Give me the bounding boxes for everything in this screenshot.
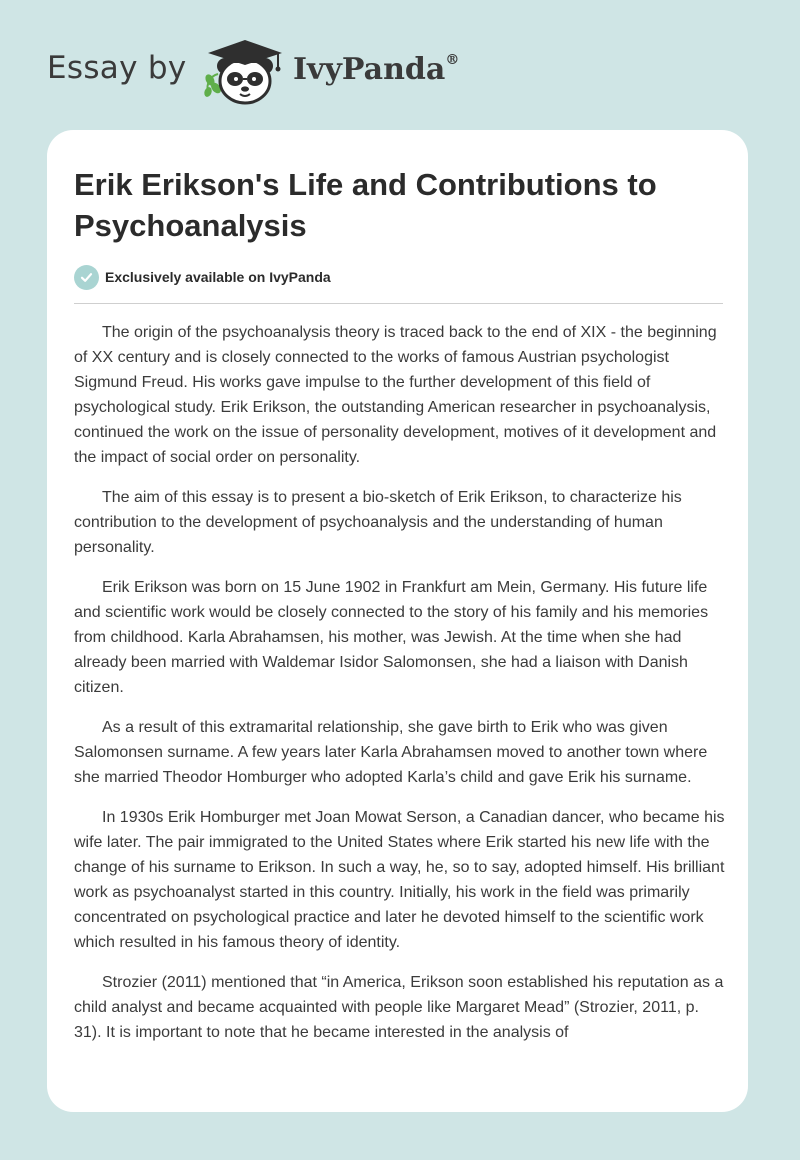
site-header bbox=[0, 0, 800, 130]
panda-graduate-icon bbox=[198, 36, 290, 108]
essay-card bbox=[47, 130, 748, 1112]
paragraph: As a result of this extramarital relationship, she gave birth to Erik who was given Salomonsen surname. A few years later Karla Abrahamsen moved to another town where she married Theodor Homburger who adopted Karla’s child and gave Erik his surname. bbox=[74, 719, 708, 786]
essay-title: Erik Erikson's Life and Contributions to Psychoanalysis bbox=[74, 167, 657, 243]
exclusive-badge bbox=[74, 264, 331, 290]
paragraph: Erik Erikson was born on 15 June 1902 in Frankfurt am Mein, Germany. His future life and scientific work would be closely connected to the story of his family and his memories from childhood. Karla Abrahamsen, his mother, was Jewish. At the time when she had already been married with Waldemar Isidor Salomonsen, she had a liaison with Danish citizen. bbox=[74, 579, 709, 696]
essay-body bbox=[74, 320, 729, 1060]
paragraph: The aim of this essay is to present a bio-sketch of Erik Erikson, to characterize his contribution to the development of psychoanalysis and the understanding of human personality. bbox=[74, 489, 682, 556]
check-circle-icon bbox=[74, 265, 99, 290]
brand-name: IvyPanda bbox=[293, 52, 446, 87]
brand-logo-text bbox=[293, 52, 459, 87]
essay-by-label: Essay by bbox=[47, 50, 187, 86]
badge-label: Exclusively available on IvyPanda bbox=[105, 269, 331, 285]
paragraph: The origin of the psychoanalysis theory is traced back to the end of XIX - the beginning of XX century and is closely connected to the works of famous Austrian psychologist Sigmund Freud. His works gave impulse to the further development of this field of psychological study. Erik Erikson, the outstanding American researcher in psychoanalysis, continued the work on the issue of personality development, motives of it development and the impact of social order on personality. bbox=[74, 324, 717, 466]
paragraph: Strozier (2011) mentioned that “in America, Erikson soon established his reputation as a child analyst and became acquainted with people like Margaret Mead” (Strozier, 2011, p. 31). It is important to note that he became interested in the analysis of bbox=[74, 974, 724, 1041]
registered-mark: ® bbox=[445, 52, 460, 68]
divider bbox=[74, 303, 723, 304]
paragraph: In 1930s Erik Homburger met Joan Mowat Serson, a Canadian dancer, who became his wife later. The pair immigrated to the United States where Erik started his new life with the change of his surname to Erikson. In such a way, he, so to say, adopted himself. His brilliant work as psychoanalyst started in this country. Initially, his work in the field was primarily concentrated on psychological practice and later he devoted himself to the scientific work which resulted in his famous theory of identity. bbox=[74, 809, 725, 951]
